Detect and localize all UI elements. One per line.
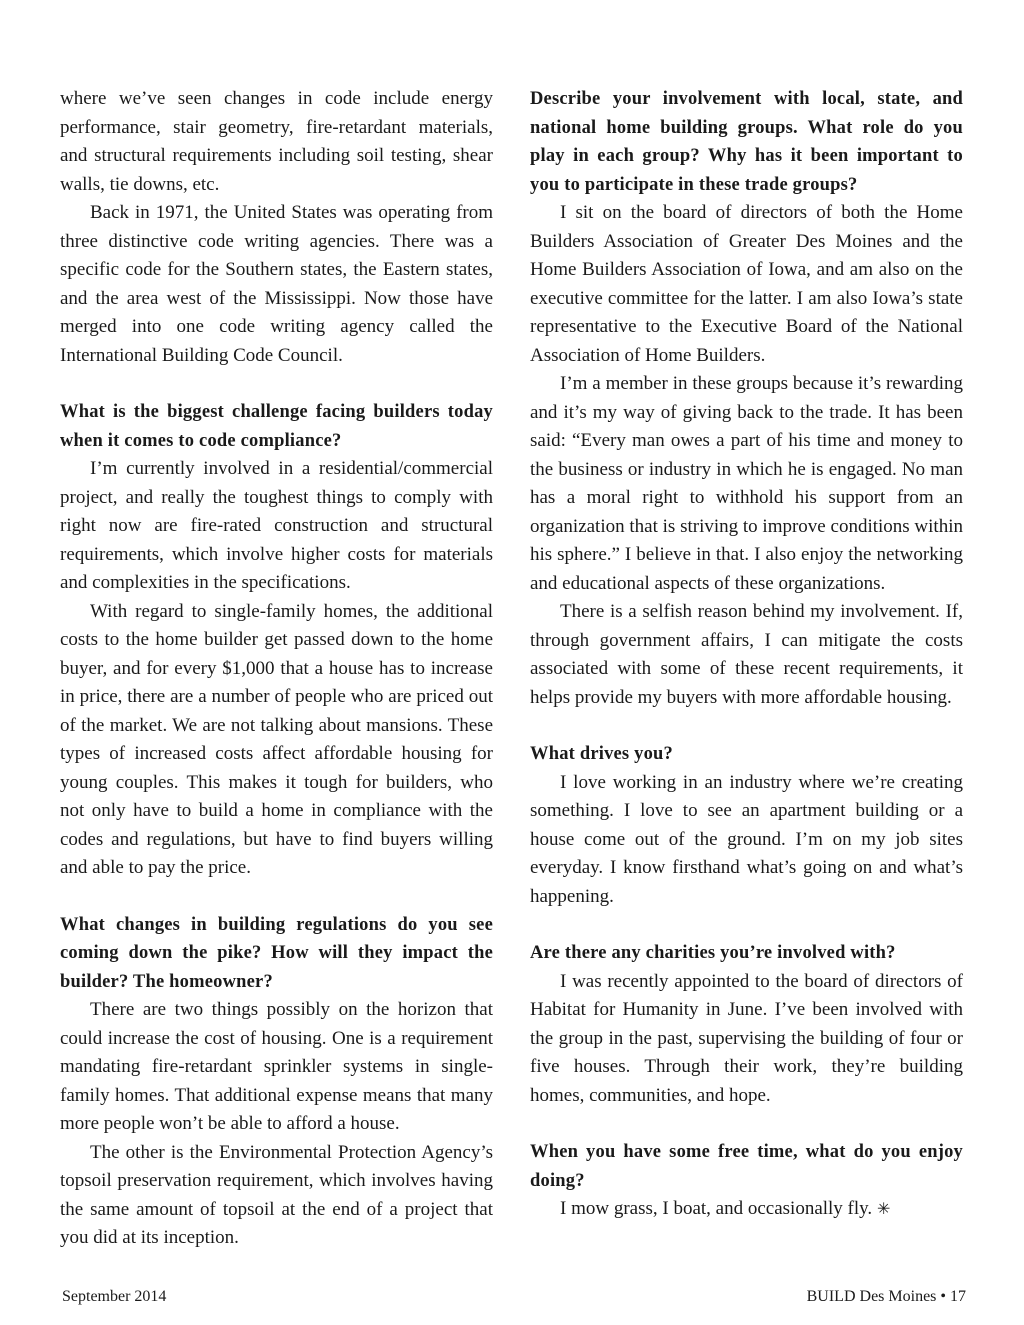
paragraph: I love working in an industry where we’re creating something. I love to see an apartment building or a house come out of the ground. I’m on my job sites everyday. I know firsthand what’s going on and what’s happening. — [530, 771, 963, 907]
interview-question: What changes in building regulations do you see coming down the pike? How will they impact the builder? The homeowner? — [60, 914, 493, 992]
paragraph: With regard to single-family homes, the additional costs to the home builder get passed down to the home buyer, and for every $1,000 that a house has to increase in price, there are a number of people who are priced out of the market. We are not talking about mansions. These types of increased costs affect affordable housing for young couples. This makes it tough for builders, who not only have to build a home in compliance with the codes and regulations, but have to find buyers willing and able to pay the price. — [60, 600, 493, 878]
final-paragraph — [530, 1195, 963, 1225]
left-column — [60, 85, 493, 1253]
interview-question: What drives you? — [530, 744, 673, 764]
paragraph: where we’ve seen changes in code include energy performance, stair geometry, fire-retardant materials, and structural requirements including soil testing, shear walls, tie downs, etc. — [60, 88, 493, 195]
interview-question: Are there any charities you’re involved with? — [530, 943, 896, 963]
page-number: 17 — [950, 1288, 966, 1305]
footer-folio — [807, 1287, 966, 1307]
publication-name: BUILD Des Moines — [806, 1288, 937, 1305]
paragraph: I’m a member in these groups because it’s rewarding and it’s my way of giving back to the trade. It has been said: “Every man owes a part of his time and money to the business or industry in which he is engaged. No man has a moral right to withhold his support from an organization that is striving to improve conditions within his sphere.” I believe in that. I also enjoy the networking and educational aspects of these organizations. — [530, 373, 963, 594]
paragraph: I was recently appointed to the board of directors of Habitat for Humanity in June. I’ve been involved with the group in the past, supervising the building of four or five houses. Through their work, they’re building homes, communities, and hope. — [530, 970, 963, 1106]
interview-question: What is the biggest challenge facing builders today when it comes to code compliance? — [60, 402, 493, 451]
right-column — [530, 85, 963, 1225]
paragraph: There are two things possibly on the horizon that could increase the cost of housing. One is a requirement mandating fire-retardant sprinkler systems in single-family homes. That additional expense means that many more people won’t be able to afford a house. — [60, 999, 493, 1134]
end-mark-icon: ✳ — [876, 1201, 891, 1218]
interview-question: When you have some free time, what do you enjoy doing? — [530, 1142, 963, 1191]
footer-date: September 2014 — [62, 1288, 167, 1305]
paragraph: I sit on the board of directors of both the Home Builders Association of Greater Des Moines and the Home Builders Association of Iowa, and am also on the executive committee for the latter. I am also Iowa’s state representative to the Executive Board of the National Association of Home Builders. — [530, 202, 963, 366]
paragraph: Back in 1971, the United States was operating from three distinctive code writing agencies. There was a specific code for the Southern states, the Eastern states, and the area west of the Mississippi. Now those have merged into one code writing agency called the International Building Code Council. — [60, 202, 493, 366]
paragraph: The other is the Environmental Protection Agency’s topsoil preservation requirement, which involves having the same amount of topsoil at the end of a project that you did at its inception. — [60, 1141, 493, 1248]
folio-separator: • — [940, 1288, 946, 1305]
paragraph-text: I mow grass, I boat, and occasionally fly. — [560, 1198, 873, 1219]
interview-question: Describe your involvement with local, state, and national home building groups. What role do you play in each group? Why has it been important to you to participate in these trade groups? — [530, 89, 963, 195]
paragraph: I’m currently involved in a residential/commercial project, and really the toughest things to comply with right now are fire-rated construction and structural requirements, which involve higher costs for materials and complexities in the specifications. — [60, 458, 493, 593]
paragraph: There is a selfish reason behind my involvement. If, through government affairs, I can mitigate the costs associated with some of these recent requirements, it helps provide my buyers with more affordable housing. — [530, 601, 963, 708]
